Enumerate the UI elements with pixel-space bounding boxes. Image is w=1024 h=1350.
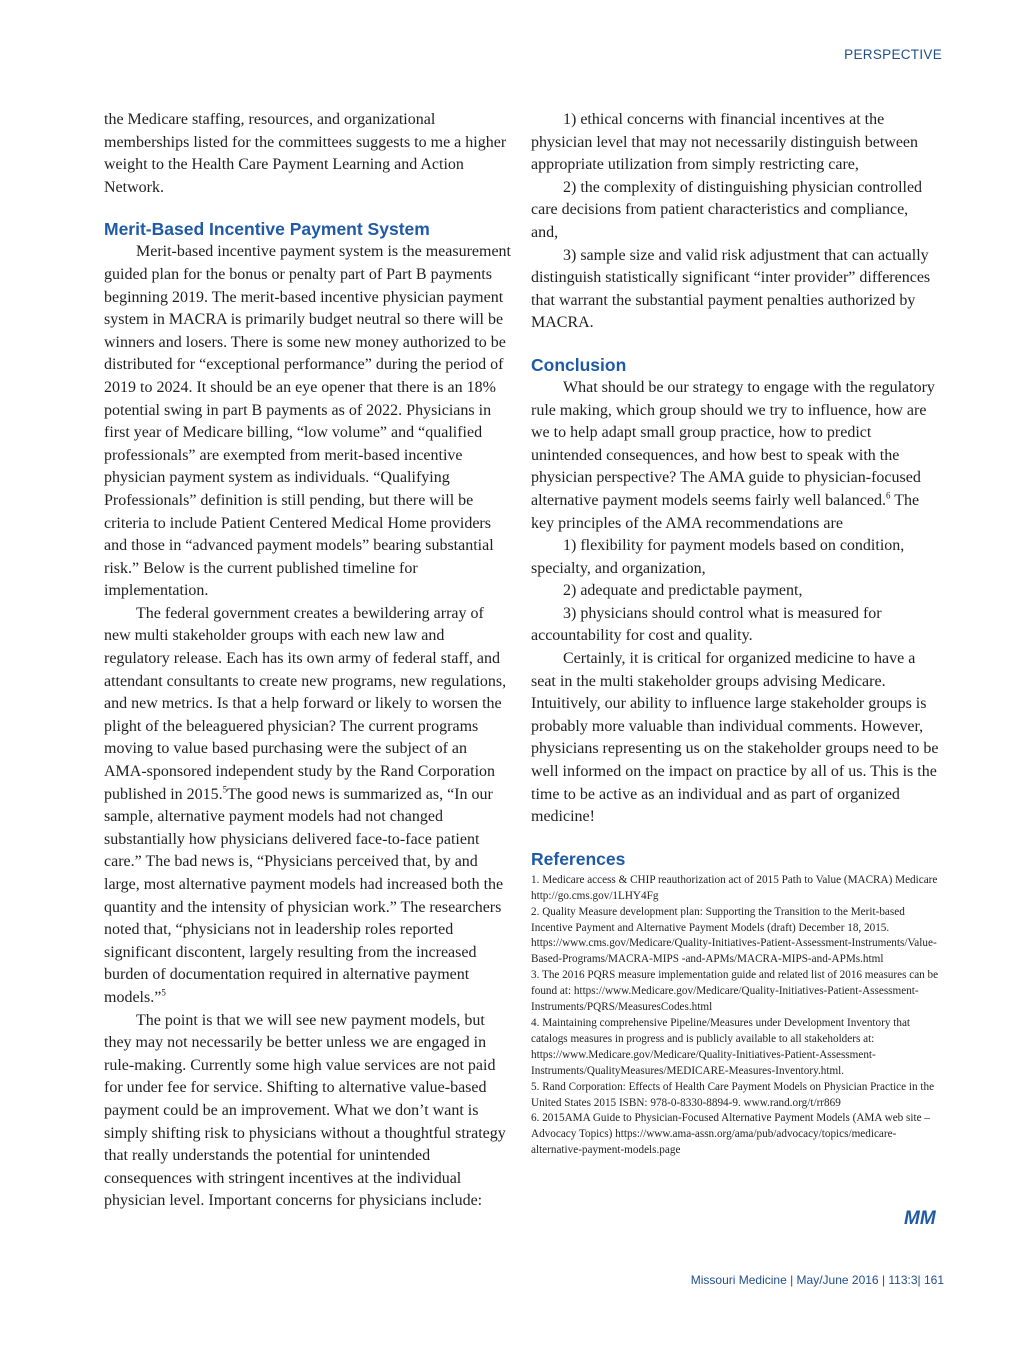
concern-2: 2) the complexity of distinguishing physician controlled care decisions from patient characteristics and compliance, and,: [531, 178, 923, 241]
heading-conclusion: Conclusion: [531, 354, 627, 375]
mips-paragraph-2: [104, 603, 512, 1010]
left-column: [104, 109, 512, 1213]
end-mark-logo: MM: [904, 1208, 936, 1229]
mips-paragraph-2-text-b: The good news is summarized as, “In our sample, alternative payment models had not changed substantially how physicians delivered face-to-face patient care.” The bad news is, “Physicians perceived that, by and large, most alternative payment models had increased both the quantity and the intensity of physician work.” The researchers noted that, “physicians not in leadership roles reported significant discontent, largely resulting from the increased burden of documentation required in alternative payment models.”: [104, 785, 504, 1006]
principle-2: 2) adequate and predictable payment,: [563, 582, 803, 600]
reference-item: 3. The 2016 PQRS measure implementation guide and related list of 2016 measures can be found at: https://www.Medicare.gov/Medicare/Quality-Initiatives-Patient-Assessment-Instruments/PQRS/MeasuresCodes.html: [531, 969, 939, 1014]
principle-3: 3) physicians should control what is measured for accountability for cost and quality.: [531, 604, 882, 645]
intro-paragraph: the Medicare staffing, resources, and organizational memberships listed for the committees suggests to me a higher weight to the Health Care Payment Learning and Action Network.: [104, 111, 507, 196]
concern-3: 3) sample size and valid risk adjustment that can actually distinguish statistically significant “inter provider” differences that warrant the substantial payment penalties authorized by MACRA.: [531, 246, 931, 332]
conclusion-text-a: What should be our strategy to engage with the regulatory rule making, which group should we try to influence, how are we to help adapt small group practice, how to predict unintended consequences, and how best to speak with the physician perspective? The AMA guide to physician-focused alternative payment models seems fairly well balanced.: [531, 378, 935, 509]
reference-item: 2. Quality Measure development plan: Supporting the Transition to the Merit-based Incentive Payment and Alternative Payment Models (draft) December 18, 2015. https://www.cms.gov/Medicare/Quality-Initiatives-Patient-Assessment-Instruments/Value-Based-Programs/MACRA-MIPS -and-APMs/MACRA-MIPS-and-APMs.html: [531, 905, 937, 966]
reference-list: [531, 873, 939, 1159]
concern-1: 1) ethical concerns with financial incentives at the physician level that may not necessarily distinguish between appropriate utilization from simply restricting care,: [531, 111, 919, 174]
page-footer: Missouri Medicine | May/June 2016 | 113:3| 161: [690, 1273, 944, 1287]
conclusion-paragraph-2: Certainly, it is critical for organized medicine to have a seat in the multi stakeholder groups advising Medicare. Intuitively, our ability to influence large stakeholder groups is probably more valuable than individual comments. However, physicians representing us on the stakeholder groups need to be well informed on the impact on practice by all of us. This is the time to be active as an individual and as part of organized medicine!: [531, 650, 939, 826]
mips-paragraph-3: The point is that we will see new payment models, but they may not necessarily be better unless we are engaged in rule-making. Currently some high value services are not paid for under fee for service. Shifting to alternative value-based payment could be an improvement. What we don’t want is simply shifting risk to physicians without a thoughtful strategy that really understands the potential for unintended consequences with stringent incentives at the individual physician level. Important concerns for physicians include:: [104, 1011, 506, 1210]
reference-item: 4. Maintaining comprehensive Pipeline/Measures under Development Inventory that catalogs measures in progress and is publicly available to all stakeholders at: https://www.Medicare.gov/Medicare/Quality-Initiatives-Patient-Assessment-Instruments/QualityMeasures/MEDICARE-Measures-Inventory.html.: [531, 1016, 911, 1077]
heading-references: References: [531, 848, 626, 869]
principle-1: 1) flexibility for payment models based on condition, specialty, and organization,: [531, 537, 905, 577]
conclusion-text-b: The key principles of the AMA recommendations are: [531, 491, 920, 532]
mips-paragraph-1: Merit-based incentive payment system is the measurement guided plan for the bonus or penalty part of Part B payments beginning 2019. The merit-based incentive physician payment system in MACRA is primarily budget neutral so there will be winners and losers. There is some new money authorized to be distributed for “exceptional performance” during the period of 2019 to 2024. It should be an eye opener that there is an 18% potential swing in part B payments as of 2022. Physicians in first year of Medicare billing, “low volume” and “qualified professionals” are exempted from merit-based incentive physician payment system as individuals. “Qualifying Professionals” definition is still pending, but there will be criteria to include Patient Centered Medical Home providers and those in “advanced payment models” bearing substantial risk.” Below is the current published timeline for implementation.: [104, 243, 511, 600]
reference-item: 6. 2015AMA Guide to Physician-Focused Alternative Payment Models (AMA web site – Advocacy Topics) https://www.ama-assn.org/ama/pub/advocacy/topics/medicare-alternative-payment-models.page: [531, 1112, 930, 1157]
reference-item: 1. Medicare access & CHIP reauthorization act of 2015 Path to Value (MACRA) Medicare http://go.cms.gov/1LHY4Fg: [531, 873, 938, 902]
right-column: [531, 109, 939, 1159]
footnote-ref-5: 5: [222, 784, 228, 795]
footnote-ref-6: 6: [885, 490, 891, 501]
mips-paragraph-2-text-a: The federal government creates a bewildering array of new multi stakeholder groups with each new law and regulatory release. Each has its own army of federal staff, and attendant consultants to create new programs, new regulations, and new metrics. Is that a help forward or likely to worsen the plight of the beleaguered physician? The current programs moving to value based purchasing were the subject of an AMA-sponsored independent study by the Rand Corporation published in 2015.: [104, 604, 507, 803]
section-label: PERSPECTIVE: [844, 47, 942, 62]
footnote-ref-5b: 5: [161, 987, 166, 998]
reference-item: 5. Rand Corporation: Effects of Health Care Payment Models on Physician Practice in the United States 2015 ISBN: 978-0-8330-8894-9. www.rand.org/t/rr869: [531, 1080, 935, 1109]
heading-mips: Merit-Based Incentive Payment System: [104, 219, 430, 240]
conclusion-paragraph-1: [531, 377, 939, 535]
